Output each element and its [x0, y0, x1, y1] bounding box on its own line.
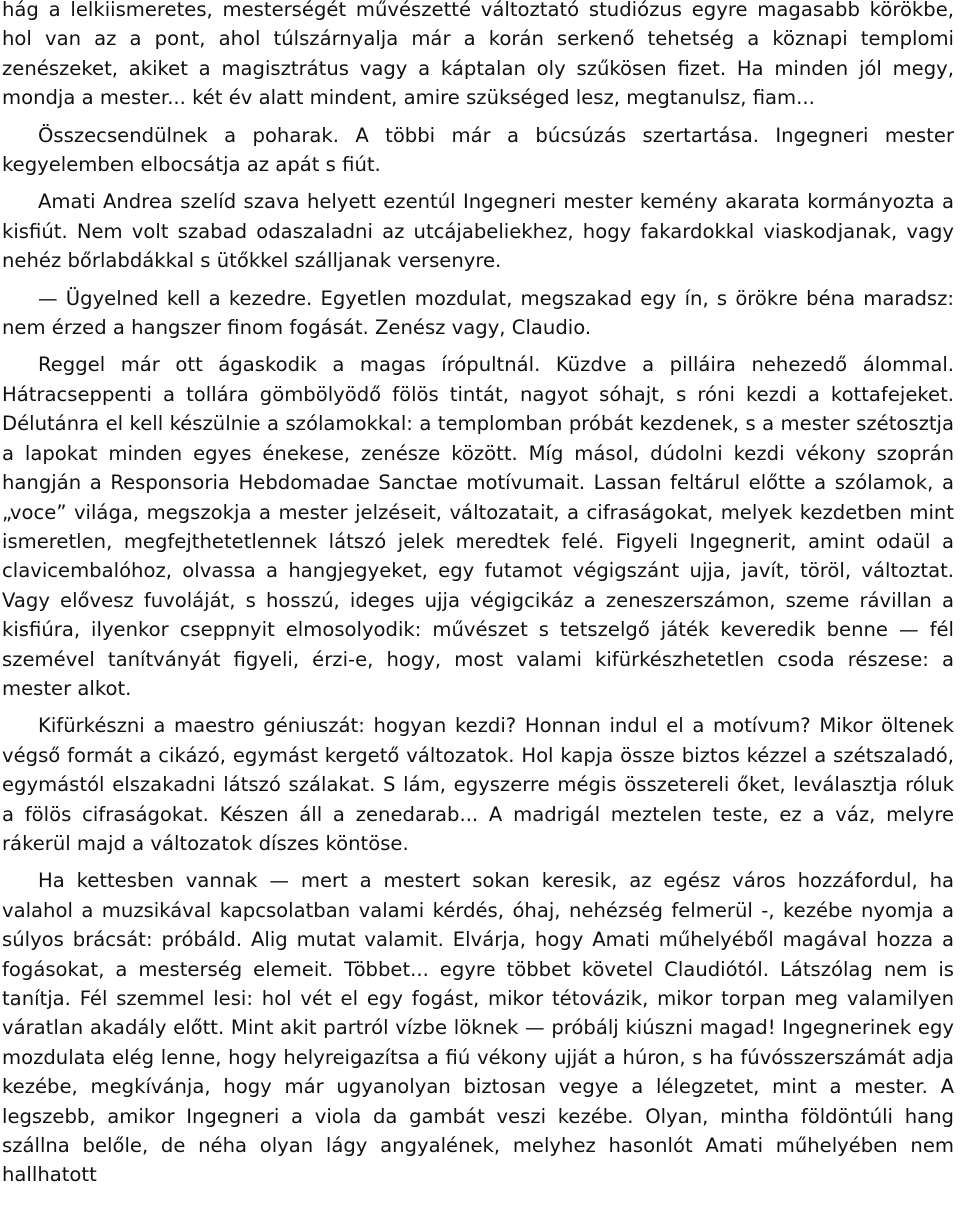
paragraph-5: Reggel már ott ágaskodik a magas írópultnál. Küzdve a pilláira nehezedő álommal. Hátracseppenti a tollára gömbölyödő fölös tintát, nagyot sóhajt, s róni kezdi a kottafejeket. Délutánra el kell készülnie a szólamokkal: a templomban próbát kezdenek, s a mester szétosztja a lapokat minden egyes énekese, zenésze között. Míg másol, dúdolni kezdi vékony szoprán hangján a Responsoria Hebdomadae Sanctae motívumait. Lassan feltárul előtte a szólamok, a „voce” világa, megszokja a mester jelzéseit, változatait, a cifraságokat, melyek kezdetben mint ismeretlen, megfejthetetlennek látszó jelek meredtek felé. Figyeli Ingegnerit, amint odaül a clavicembalóhoz, olvassa a hangjegyeket, egy futamot végigszánt ujja, javít, töröl, változtat. Vagy elővesz fuvoláját, s hosszú, ideges ujja végigcikáz a zeneszerszámon, szeme rávillan a kisfiúra, ilyenkor cseppnyit elmosolyodik: művészet s tetszelgő játék keveredik benne — fél szemével tanítványát figyeli, érzi-e, hogy, most valami kifürkészhetetlen csoda részese: a mester alkot. — [2, 353, 954, 700]
paragraph-6: Kifürkészni a maestro géniuszát: hogyan kezdi? Honnan indul el a motívum? Mikor öltenek végső formát a cikázó, egymást kergető változatok. Hol kapja össze biztos kézzel a szétszaladó, egymástól elszakadni látszó szálakat. S lám, egyszerre mégis összetereli őket, leválasztja róluk a fölös cifraságokat. Készen áll a zenedarab... A madrigál meztelen teste, ez a váz, melyre rákerül majd a változatok díszes köntöse. — [2, 714, 954, 855]
paragraph-4: — Ügyelned kell a kezedre. Egyetlen mozdulat, megszakad egy ín, s örökre béna maradsz: nem érzed a hangszer finom fogását. Zenész vagy, Claudio. — [2, 286, 954, 340]
paragraph-3: Amati Andrea szelíd szava helyett ezentúl Ingegneri mester kemény akarata kormányozta a kisfiút. Nem volt szabad odaszaladni az utcájabeliekhez, hogy fakardokkal viaskodjanak, vagy nehéz bőrlabdákkal s ütőkkel szálljanak versenyre. — [2, 190, 954, 273]
paragraph-1: hág a lelkiismeretes, mesterségét művészetté változtató studiózus egyre magasabb körökbe, hol van az a pont, ahol túlszárnyalja már a korán serkenő tehetség a köznapi templomi zenészeket, akiket a magisztrátus vagy a káptalan oly szűkösen fizet. Ha minden jól megy, mondja a mester... két év alatt mindent, amire szükséged lesz, megtanulsz, fiam... — [2, 0, 954, 110]
paragraph-2: Összecsendülnek a poharak. A többi már a búcsúzás szertartása. Ingegneri mester kegyelemben elbocsátja az apát s fiút. — [2, 123, 954, 177]
paragraph-7: Ha kettesben vannak — mert a mestert sokan keresik, az egész város hozzáfordul, ha valahol a muzsikával kapcsolatban valami kérdés, óhaj, nehézség felmerül -, kezébe nyomja a súlyos brácsát: próbáld. Alig mutat valamit. Elvárja, hogy Amati műhelyéből magával hozza a fogásokat, a mesterség elemeit. Többet... egyre többet követel Claudiótól. Látszólag nem is tanítja. Fél szemmel lesi: hol vét el egy fogást, mikor tétovázik, mikor torpan meg valamilyen váratlan akadály előtt. Mint akit partról vízbe löknek — próbálj kiúszni magad! Ingegnerinek egy mozdulata elég lenne, hogy helyreigazítsa a fiú vékony ujját a húron, s ha fúvósszerszámát adja kezébe, megkívánja, hogy már ugyanolyan biztosan vegye a lélegzetet, mint a mester. A legszebb, amikor Ingegneri a viola da gambát veszi kezébe. Olyan, mintha földöntúli hang szállna belőle, de néha olyan lágy angyalének, melyhez hasonlót Amati műhelyében nem hallhatott — [2, 869, 954, 1187]
